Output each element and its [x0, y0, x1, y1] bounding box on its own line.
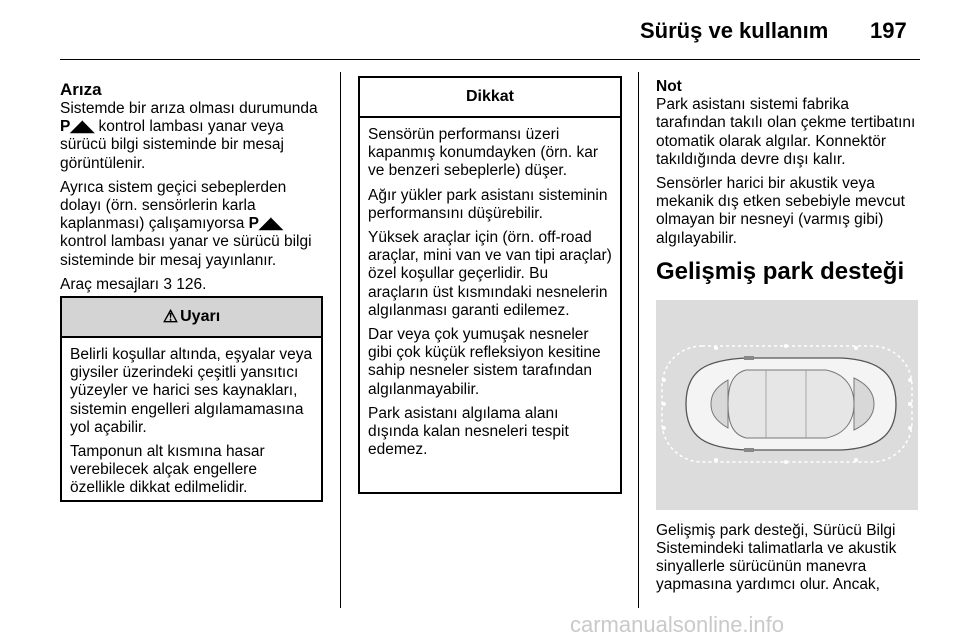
warning-box	[60, 296, 323, 502]
car-top-view-illustration	[656, 300, 918, 510]
caution-paragraph-3: Yüksek araçlar için (örn. off-road araçlar, mini van ve van tipi araçlar) özel koşullar geçerlidir. Bu araçların üst kısmındaki nesnelerin algılanması garanti edilemez.	[368, 229, 612, 319]
advanced-park-assist-description: Gelişmiş park desteği, Sürücü Bilgi Sistemindeki talimatlarla ve akustik sinyallerle sürücünün manevra yapmasına yardımcı olur. Ancak,	[656, 521, 897, 594]
column-1	[60, 80, 328, 300]
fault-paragraph-1: Sistemde bir arıza olması durumunda P◢◣ kontrol lambası yanar veya sürücü bilgi sisteminde bir mesaj görüntülenir.	[60, 100, 318, 172]
warning-paragraph-2: Tamponun alt kısmına hasar verebilecek alçak engellere özellikle dikkat edilmelidir.	[70, 443, 265, 497]
page-reference-link[interactable]: 3 126.	[163, 275, 207, 293]
column-3	[656, 78, 922, 601]
park-assist-indicator-icon: P◢◣	[60, 118, 95, 136]
warning-triangle-icon: ⚠	[162, 307, 179, 326]
car-sensor-diagram-image	[656, 300, 918, 510]
park-assist-indicator-icon: P◢◣	[248, 215, 283, 233]
warning-box-title: Uyarı	[180, 308, 221, 325]
section-title-advanced-park-assist: Gelişmiş park desteği	[656, 257, 905, 285]
header-divider	[60, 59, 920, 60]
caution-box	[358, 76, 622, 494]
caution-paragraph-1: Sensörün performansı üzeri kapanmış konumdayken (örn. kar ve benzeri sebeplerle) düşer.	[368, 126, 599, 180]
column-divider-2	[638, 72, 639, 608]
page-header-title: Sürüş ve kullanım	[640, 18, 829, 43]
fault-paragraph-2: Ayrıca sistem geçici sebeplerden dolayı (örn. sensörlerin karla kaplanması) çalışamıyorsa P◢◣ kontrol lambası yanar ve sürücü bilgi sisteminde bir mesaj yayınlanır.	[60, 178, 312, 269]
note-paragraph-2: Sensörler harici bir akustik veya mekanik dış etken sebebiyle mevcut olmayan bir nesneyi (varmış gibi) algılayabilir.	[656, 175, 905, 247]
caution-box-header	[360, 78, 620, 118]
caution-paragraph-2: Ağır yükler park asistanı sisteminin performansını düşürebilir.	[368, 186, 608, 222]
warning-box-header	[62, 298, 321, 338]
column-divider-1	[340, 72, 341, 608]
caution-paragraph-5: Park asistanı algılama alanı dışında kalan nesneleri tespit edemez.	[368, 404, 569, 459]
caution-paragraph-4: Dar veya çok yumuşak nesneler gibi çok küçük refleksiyon kesitine sahip nesneler sistem tarafından algılanmayabilir.	[368, 326, 601, 398]
watermark: carmanualsonline.info	[570, 612, 785, 637]
caution-box-title: Dikkat	[465, 88, 515, 105]
page-number: 197	[870, 18, 907, 43]
note-paragraph-1: Park asistanı sistemi fabrika tarafından takılı olan çekme tertibatını otomatik olarak algılar. Konnektör takıldığında devre dışı kalır.	[656, 96, 916, 168]
note-heading: Not	[656, 78, 682, 95]
warning-paragraph-1: Belirli koşullar altında, eşyalar veya giysiler üzerindeki çeşitli yansıtıcı yüzeyler ve harici ses kaynakları, sistemin engelleri algılamamasına yol açabilir.	[70, 346, 313, 436]
vehicle-messages-reference: Araç mesajları 3 126.	[60, 275, 207, 293]
section-heading-fault: Arıza	[60, 80, 102, 99]
